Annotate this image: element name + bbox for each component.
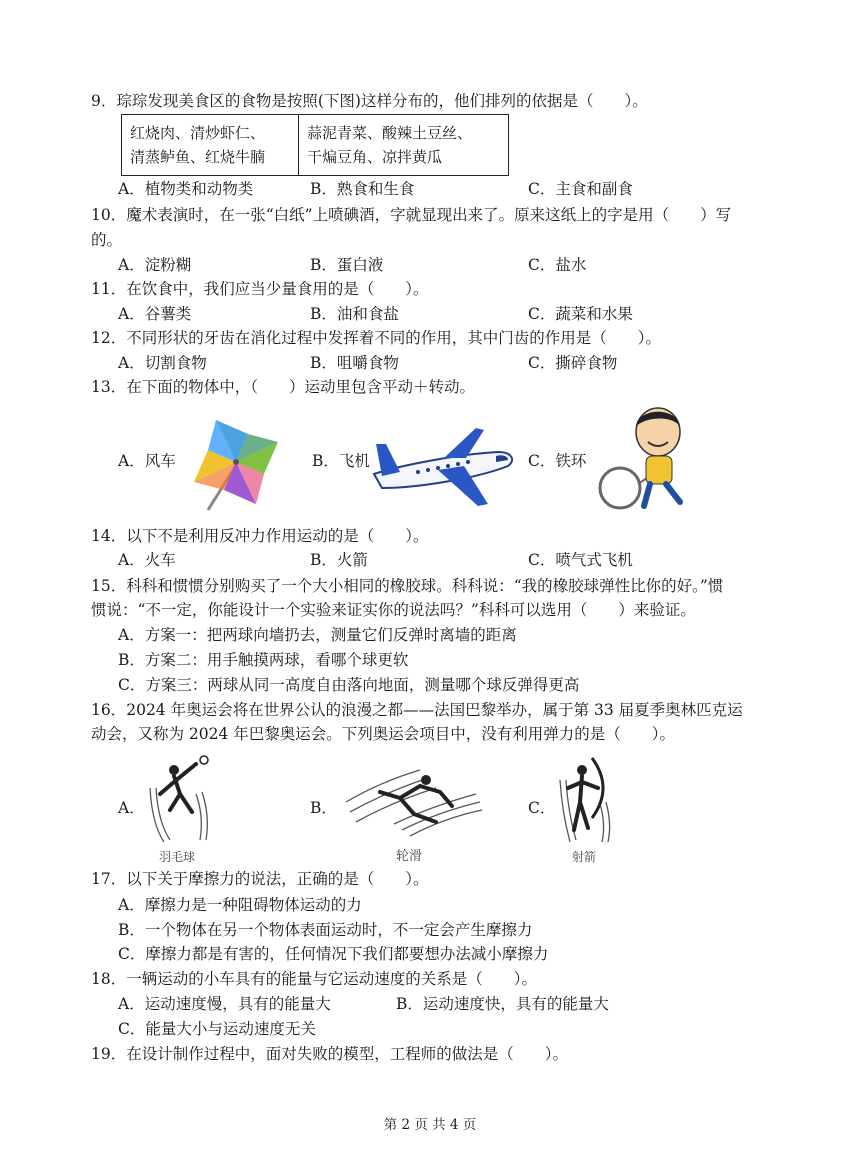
roller-skating-caption: 轮滑 bbox=[396, 849, 423, 864]
question-12-option-a[interactable]: A．切割食物 bbox=[118, 354, 207, 372]
question-10-stem-line-2: 的。 bbox=[91, 231, 123, 249]
vegetable-dishes-line-1: 蒜泥青菜、酸辣土豆丝、 bbox=[307, 124, 473, 142]
question-14-option-b[interactable]: B．火箭 bbox=[310, 551, 368, 569]
question-16-option-b[interactable]: B． bbox=[310, 799, 337, 817]
question-10-option-c[interactable]: C．盐水 bbox=[528, 256, 587, 274]
question-13-option-c[interactable]: C．铁环 bbox=[528, 452, 587, 470]
question-17-option-a[interactable]: A．摩擦力是一种阻碍物体运动的力 bbox=[118, 896, 362, 914]
question-16-option-c[interactable]: C． bbox=[528, 799, 556, 817]
question-15-option-c[interactable]: C．方案三：两球从同一高度自由落向地面，测量哪个球反弹得更高 bbox=[118, 676, 580, 694]
question-13-stem: 13．在下面的物体中，（ ）运动里包含平动＋转动。 bbox=[91, 378, 475, 396]
question-9-option-b[interactable]: B．熟食和生食 bbox=[310, 180, 415, 198]
question-11-stem: 11．在饮食中，我们应当少量食用的是（ ）。 bbox=[91, 280, 429, 298]
question-15-stem-line-1: 15．科科和惯惯分别购买了一个大小相同的橡胶球。科科说：“我的橡胶球弹性比你的好。”惯 bbox=[91, 577, 724, 595]
question-16-stem-line-2: 动会，又称为 2024 年巴黎奥运会。下列奥运会项目中，没有利用弹力的是（ ）。 bbox=[91, 725, 676, 743]
question-18-stem: 18．一辆运动的小车具有的能量与它运动速度的关系是（ ）。 bbox=[91, 970, 537, 988]
question-12-stem: 12．不同形状的牙齿在消化过程中发挥着不同的作用，其中门齿的作用是（ ）。 bbox=[91, 329, 661, 347]
meat-dishes-line-2: 清蒸鲈鱼、红烧牛腩 bbox=[130, 148, 266, 166]
question-18-option-b[interactable]: B．运动速度快，具有的能量大 bbox=[396, 995, 609, 1013]
question-16-stem-line-1: 16．2024 年奥运会将在世界公认的浪漫之都——法国巴黎举办，属于第 33 届夏季奥林匹克运 bbox=[91, 701, 743, 719]
question-12-option-b[interactable]: B．咀嚼食物 bbox=[310, 354, 399, 372]
question-11-option-a[interactable]: A．谷薯类 bbox=[118, 305, 192, 323]
question-15-option-b[interactable]: B．方案二：用手触摸两球，看哪个球更软 bbox=[118, 651, 409, 669]
question-10-option-b[interactable]: B．蛋白液 bbox=[310, 256, 384, 274]
question-12-option-c[interactable]: C．撕碎食物 bbox=[528, 354, 618, 372]
question-19-stem: 19．在设计制作过程中，面对失败的模型，工程师的做法是（ ）。 bbox=[91, 1045, 568, 1063]
question-15-option-a[interactable]: A．方案一：把两球向墙扔去，测量它们反弹时离墙的距离 bbox=[118, 626, 517, 644]
vegetable-dishes-line-2: 干煸豆角、凉拌黄瓜 bbox=[307, 148, 443, 166]
question-11-option-c[interactable]: C．蔬菜和水果 bbox=[528, 305, 633, 323]
question-13-option-b[interactable]: B．飞机 bbox=[312, 452, 370, 470]
question-17-option-c[interactable]: C．摩擦力都是有害的，任何情况下我们都要想办法减小摩擦力 bbox=[118, 945, 549, 963]
question-14-option-a[interactable]: A．火车 bbox=[118, 551, 176, 569]
question-18-option-a[interactable]: A．运动速度慢，具有的能量大 bbox=[118, 995, 331, 1013]
airplane-image bbox=[368, 414, 518, 508]
archery-pictogram bbox=[556, 752, 616, 848]
question-14-option-c[interactable]: C．喷气式飞机 bbox=[528, 551, 633, 569]
question-18-option-c[interactable]: C．能量大小与运动速度无关 bbox=[118, 1020, 316, 1038]
question-16-option-a[interactable]: A． bbox=[118, 799, 145, 817]
badminton-pictogram bbox=[144, 754, 216, 846]
food-table bbox=[121, 114, 509, 176]
badminton-caption: 羽毛球 bbox=[159, 850, 196, 864]
boy-rolling-hoop-image bbox=[588, 402, 700, 514]
meat-dishes-line-1: 红烧肉、清炒虾仁、 bbox=[130, 124, 266, 142]
question-14-stem: 14．以下不是利用反冲力作用运动的是（ ）。 bbox=[91, 527, 429, 545]
question-9-option-c[interactable]: C．主食和副食 bbox=[528, 180, 633, 198]
question-10-option-a[interactable]: A．淀粉糊 bbox=[118, 256, 192, 274]
page-footer: 第 2 页 共 4 页 bbox=[383, 1117, 477, 1133]
question-10-stem-line-1: 10．魔术表演时，在一张“白纸”上喷碘酒，字就显现出来了。原来这纸上的字是用（ ）写 bbox=[91, 206, 732, 224]
question-9-stem: 9．琮琮发现美食区的食物是按照(下图)这样分布的，他们排列的依据是（ ）。 bbox=[91, 92, 648, 110]
question-17-stem: 17．以下关于摩擦力的说法，正确的是（ ）。 bbox=[91, 870, 429, 888]
question-11-option-b[interactable]: B．油和食盐 bbox=[310, 305, 399, 323]
meat-dishes-cell bbox=[122, 115, 299, 176]
pinwheel-image bbox=[186, 412, 286, 512]
question-13-option-a[interactable]: A．风车 bbox=[118, 452, 176, 470]
vegetable-dishes-cell bbox=[299, 115, 509, 176]
archery-caption: 射箭 bbox=[572, 850, 597, 864]
question-15-stem-line-2: 惯说：“不一定，你能设计一个实验来证实你的说法吗？”科科可以选用（ ）来验证。 bbox=[91, 601, 696, 619]
roller-skating-pictogram bbox=[340, 762, 488, 844]
question-17-option-b[interactable]: B．一个物体在另一个物体表面运动时，不一定会产生摩擦力 bbox=[118, 921, 533, 939]
question-9-option-a[interactable]: A．植物类和动物类 bbox=[118, 180, 254, 198]
